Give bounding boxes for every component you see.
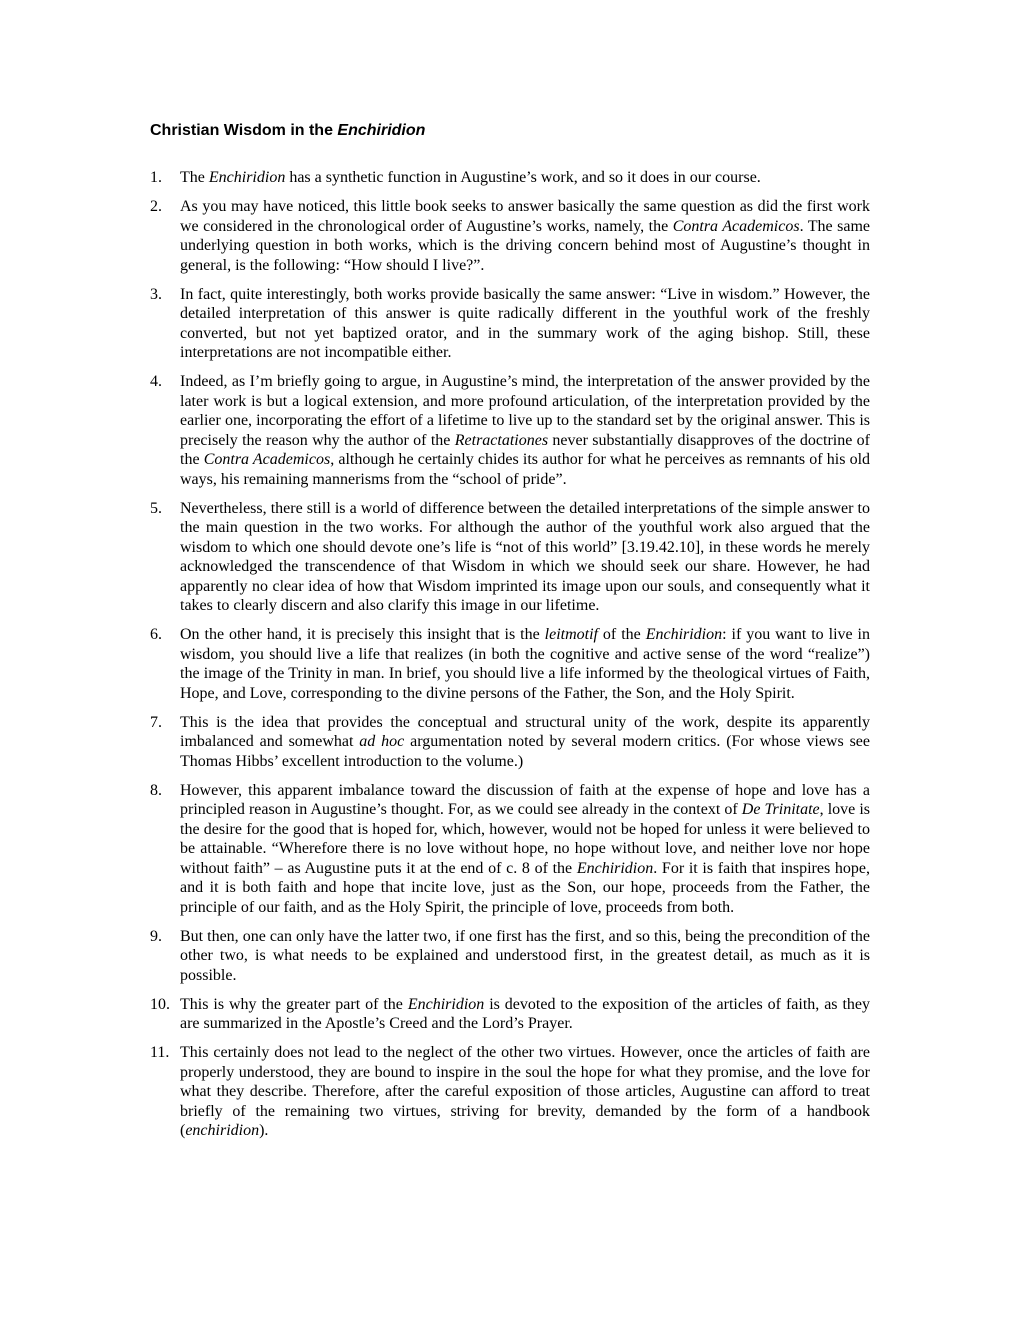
numbered-paragraph [150,1043,870,1141]
text-run: Christian Wisdom in the [150,122,338,139]
paragraph-text [180,285,870,363]
paragraph-text [180,372,870,489]
document-title [150,121,870,140]
italic-text-run: Contra Academicos [203,451,331,468]
text-run: argumentation noted by several modern critics. (For whose views see Thomas Hibbs’ excellent introduction to the volume.) [180,733,870,770]
text-run: This is the idea that provides the conceptual and structural unity of the work, despite its apparently imbalanced and somewhat [180,713,870,750]
paragraph-text [180,499,870,616]
paragraph-number: 11. [150,1044,170,1061]
paragraph-text [180,197,870,275]
paragraph-text [180,1043,870,1141]
text-run: This is why the greater part of the [180,995,408,1013]
paragraph-number: 9. [150,927,162,945]
paragraph-number: 5. [150,499,162,517]
numbered-paragraph [150,781,870,918]
numbered-paragraph [150,285,870,363]
paragraph-number: 8. [150,781,162,799]
paragraph-list [150,168,870,1141]
text-run: has a synthetic function in Augustine’s work, and so it does in our course. [285,169,761,186]
text-run: : if you want to live in wisdom, you should live a life that realizes (in both the cognitive and active sense of the word “realize”) the image of the Trinity in man. In brief, you should live a life informed by the theological virtues of Faith, Hope, and Love, corresponding to the divine persons of the Father, the Son, and the Holy Spirit. [180,626,871,702]
paragraph-number: 6. [150,626,162,643]
paragraph-number: 3. [150,285,162,303]
text-run: On the other hand, it is precisely this insight that is the [180,626,545,643]
paragraph-text [180,168,870,188]
text-run: , although he certainly chides its author for what he perceives as remnants of his old ways, his remaining mannerisms from the “school of pride”. [180,451,871,488]
italic-text-run: leitmotif [544,626,598,643]
text-run: Indeed, as I’m briefly going to argue, in Augustine’s mind, the interpretation of the answer provided by the later work is but a logical extension, and more profound articulation, of the interpretation provided by the earlier one, incorporating the effort of a lifetime to live up to the standard set by the original answer. This is precisely the reason why the author of the [180,373,870,449]
numbered-paragraph [150,372,870,489]
italic-text-run: Enchiridion [407,995,485,1013]
italic-text-run: De Trinitate [741,801,820,818]
italic-text-run: Enchiridion [337,122,426,139]
text-run: Nevertheless, there still is a world of difference between the detailed interpretations of the simple answer to the main question in the two works. For although the author of the youthful work also argued that the wisdom to which one should devote one’s life is “not of this world” [3.19.42.10], in these words he merely acknowledged the transcendence of that Wisdom in which we should seek our share. However, he had apparently no clear idea of how that Wisdom imprinted its image upon our souls, and consequently what it takes to clearly discern and also clarify this image in our lifetime. [180,499,870,614]
text-run: of the [597,626,646,643]
text-run: never substantially disapproves of the doctrine of the [180,431,871,468]
text-run: The [180,169,209,186]
text-run: As you may have noticed, this little book seeks to answer basically the same question as did the first work we considered in the chronological order of Augustine’s works, namely, the [180,198,870,235]
text-run: is devoted to the exposition of the articles of faith, as they are summarized in the Apostle’s Creed and the Lord’s Prayer. [180,995,871,1032]
italic-text-run: Retractationes [454,431,549,449]
numbered-paragraph [150,995,870,1034]
paragraph-text [180,781,870,918]
paragraph-number: 2. [150,198,162,215]
numbered-paragraph [150,927,870,986]
paragraph-number: 7. [150,713,162,731]
text-run: . The same underlying question in both works, which is the driving concern behind most of Augustine’s thought in general, is the following: “How should I live?”. [180,217,871,274]
paragraph-text [180,625,870,703]
text-run: ). [259,1122,269,1139]
numbered-paragraph [150,168,870,188]
numbered-paragraph [150,625,870,703]
numbered-paragraph [150,713,870,772]
text-run: This certainly does not lead to the neglect of the other two virtues. However, once the articles of faith are properly understood, they are bound to inspire in the soul the hope for what they promise, and the love for what they describe. Therefore, after the careful exposition of those articles, Augustine can afford to treat briefly of the remaining two virtues, striving for brevity, demanded by the form of a handbook ( [180,1044,870,1139]
italic-text-run: Enchiridion [576,859,654,877]
text-run: , love is the desire for the good that is hoped for, which, however, would not be hoped for unless it were believed to be attainable. “Wherefore there is no love without hope, no hope without love, and neither love nor hope without faith” – as Augustine puts it at the end of c. 8 of the [180,801,871,877]
italic-text-run: Enchiridion [645,626,723,643]
text-run: However, this apparent imbalance toward the discussion of faith at the expense of hope and love has a principled reason in Augustine’s thought. For, as we could see already in the context of [180,781,870,818]
paragraph-number: 4. [150,373,162,390]
text-run: But then, one can only have the latter two, if one first has the first, and so this, being the precondition of the other two, is what needs to be explained and understood first, in the greatest detail, as much as it is possible. [180,927,870,984]
text-run: . For it is faith that inspires hope, and it is both faith and hope that incite love, just as the Son, our hope, proceeds from the Father, the principle of our faith, and as the Holy Spirit, the principle of love, proceeds from both. [180,859,870,916]
numbered-paragraph [150,499,870,616]
text-run: In fact, quite interestingly, both works provide basically the same answer: “Live in wisdom.” However, the detailed interpretation of this answer is quite radically different in the youthful work of the freshly converted, but not yet baptized orator, and in the summary work of the aging bishop. Still, these interpretations are not incompatible either. [180,285,870,361]
paragraph-text [180,713,870,772]
italic-text-run: Contra Academicos [672,217,800,235]
paragraph-text [180,995,870,1034]
italic-text-run: enchiridion [185,1122,260,1139]
italic-text-run: ad hoc [359,733,405,750]
paragraph-number: 10. [150,995,170,1013]
numbered-paragraph [150,197,870,275]
paragraph-text [180,927,870,986]
paragraph-number: 1. [150,169,162,186]
italic-text-run: Enchiridion [208,169,286,186]
